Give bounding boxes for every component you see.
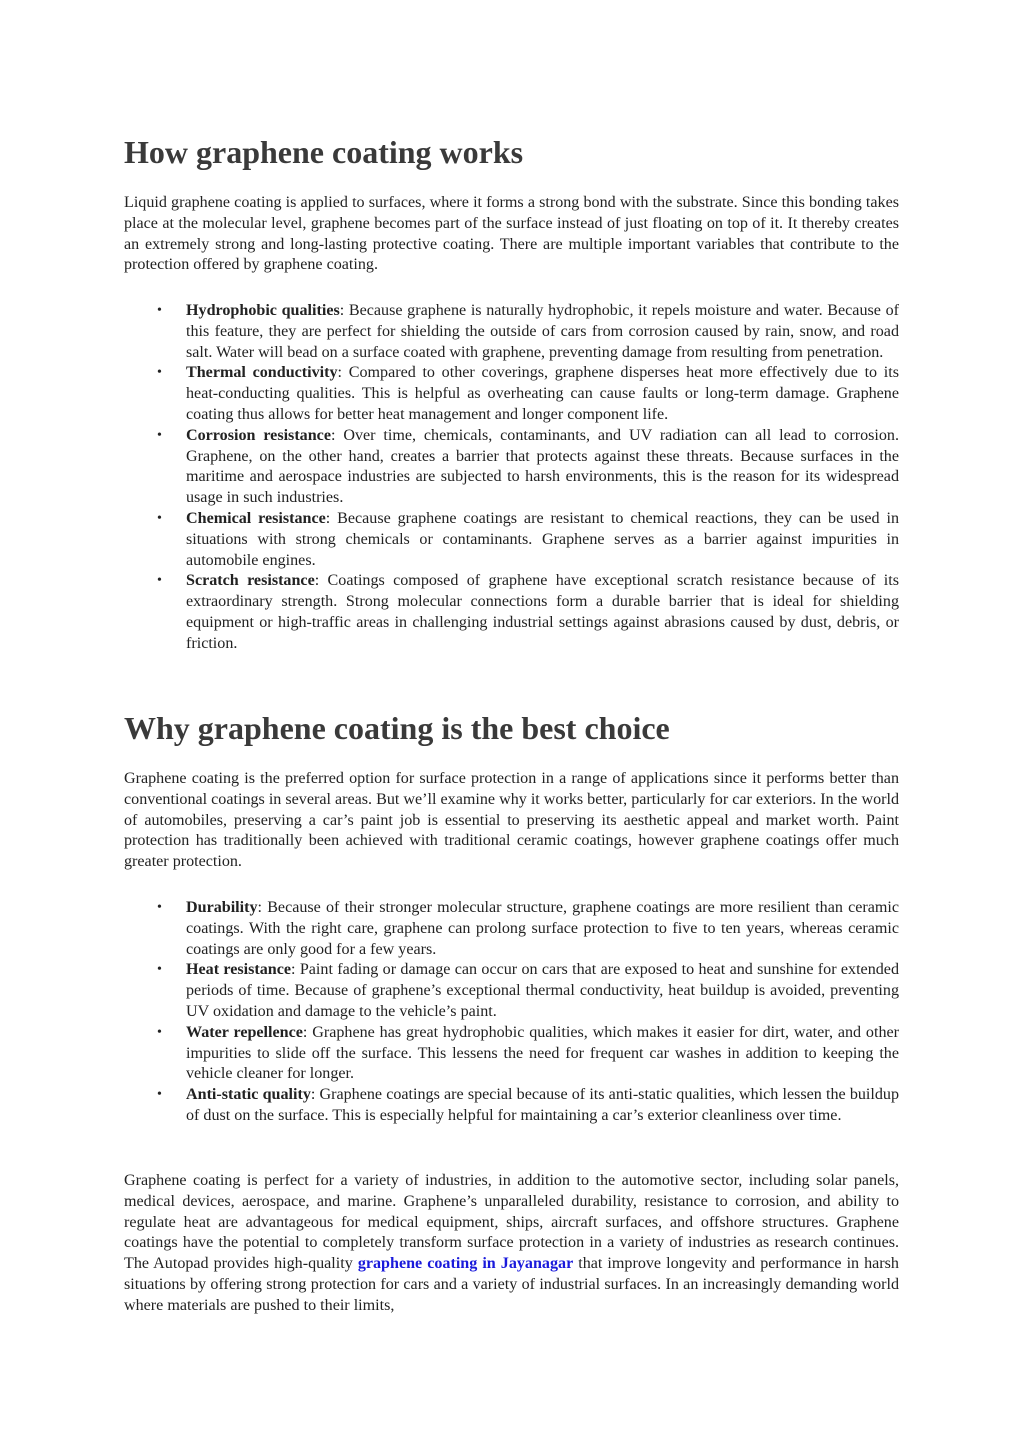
list-item-term: Durability (186, 899, 258, 916)
list-item (124, 1023, 899, 1085)
bullet-list-best-choice (124, 898, 899, 1127)
list-item-term: Anti-static quality (186, 1086, 311, 1104)
list-item-text: : Compared to other coverings, graphene disperses heat more effectively due to its heat-conducting qualities. This is helpful as overheating can cause faults or long-term damage. Graphene coating thus allows for better heat management and longer component life. (186, 364, 899, 423)
bullet-icon: • (157, 1024, 162, 1040)
list-item-text: : Graphene has great hydrophobic qualities, which makes it easier for dirt, water, and other impurities to slide off the surface. This lessens the need for frequent car washes in addition to keeping the vehicle cleaner for longer. (186, 1023, 900, 1083)
section-heading-how-it-works: How graphene coating works (124, 134, 524, 170)
bullet-icon: • (157, 303, 162, 318)
list-item-term: Hydrophobic qualities (186, 302, 340, 319)
list-item (124, 571, 899, 654)
list-item-text: : Coatings composed of graphene have exceptional scratch resistance because of its extraordinary strength. Strong molecular connections form a durable barrier that is ideal for shielding equipment or high-traffic areas in challenging industrial settings against abrasions caused by dust, debris, or friction. (186, 572, 899, 652)
graphene-coating-jayanagar-link[interactable]: graphene coating in Jayanagar (357, 1255, 574, 1273)
bullet-icon: • (157, 510, 162, 526)
bullet-icon: • (157, 427, 162, 443)
list-item-term: Water repellence (186, 1023, 303, 1041)
list-item (124, 301, 899, 363)
list-item (124, 960, 899, 1022)
list-item-text: : Paint fading or damage can occur on cars that are exposed to heat and sunshine for extended periods of time. Because of graphene’s exceptional thermal conductivity, heat buildup is avoided, preventing UV oxidation and damage to the vehicle’s paint. (186, 961, 899, 1020)
bullet-icon: • (157, 962, 162, 978)
list-item-text: : Because of their stronger molecular structure, graphene coatings are more resilient than ceramic coatings. With the right care, graphene can prolong surface protection to five to ten years, whereas ceramic coatings are only good for a few years. (186, 899, 899, 958)
bullet-icon: • (157, 900, 162, 915)
intro-paragraph-how-it-works: Liquid graphene coating is applied to surfaces, where it forms a strong bond with the substrate. Since this bonding takes place at the molecular level, graphene becomes part of the surface instead of just floating on top of it. It thereby creates an extremely strong and long-lasting protective coating. There are multiple important variables that contribute to the protection offered by graphene coating. (124, 194, 899, 274)
list-item-term: Chemical resistance (186, 509, 326, 527)
list-item-text: : Graphene coatings are special because of its anti-static qualities, which lessen the buildup of dust on the surface. This is especially helpful for maintaining a car’s exterior cleanliness over time. (186, 1086, 899, 1124)
list-item-term: Corrosion resistance (186, 426, 331, 444)
bullet-icon: • (157, 573, 162, 589)
list-item (124, 898, 899, 960)
list-item-term: Heat resistance (186, 961, 292, 979)
closing-text-after: that improve longevity and performance in harsh situations by offering strong protection for cars and a variety of industrial surfaces. In an increasingly demanding world where materials are pushed to their limits, (124, 1255, 899, 1314)
intro-paragraph-best-choice: Graphene coating is the preferred option for surface protection in a range of applications since it performs better than conventional coatings in several areas. But we’ll examine why it works better, particularly for car exteriors. In the world of automobiles, preserving a car’s paint job is essential to preserving its aesthetic appeal and market worth. Paint protection has traditionally been achieved with traditional ceramic coatings, however graphene coatings offer much greater protection. (124, 770, 899, 871)
bullet-icon: • (157, 1087, 162, 1103)
list-item (124, 363, 899, 425)
list-item-text: : Over time, chemicals, contaminants, and UV radiation can all lead to corrosion. Graphene, on the other hand, creates a barrier that protects against these threats. Because surfaces in the maritime and aerospace industries are subjected to harsh environments, this is the reason for its widespread usage in such industries. (186, 426, 899, 507)
list-item-term: Thermal conductivity (186, 364, 338, 382)
list-item-term: Scratch resistance (186, 572, 315, 590)
list-item (124, 1085, 899, 1127)
closing-paragraph (124, 1171, 899, 1317)
list-item-text: : Because graphene coatings are resistant to chemical reactions, they can be used in situations with strong chemicals or contaminants. Graphene serves as a barrier against impurities in automobile engines. (186, 509, 899, 569)
list-item-text: : Because graphene is naturally hydrophobic, it repels moisture and water. Because of this feature, they are perfect for shielding the outside of cars from corrosion caused by rain, snow, and road salt. Water will bead on a surface coated with graphene, preventing damage from resulting from penetration. (186, 302, 899, 361)
list-item (124, 509, 899, 571)
list-item (124, 426, 899, 509)
section-heading-best-choice: Why graphene coating is the best choice (124, 710, 670, 746)
bullet-list-how-it-works (124, 301, 899, 655)
bullet-icon: • (157, 365, 162, 381)
closing-text-before: Graphene coating is perfect for a variety of industries, in addition to the automotive sector, including solar panels, medical devices, aerospace, and marine. Graphene’s unparalleled durability, resistance to corrosion, and ability to regulate heat are advantageous for medical equipment, ships, aircraft surfaces, and offshore structures. Graphene coatings have the potential to completely transform surface protection in a variety of industries as research continues. The Autopad provides high-quality (124, 1172, 899, 1273)
